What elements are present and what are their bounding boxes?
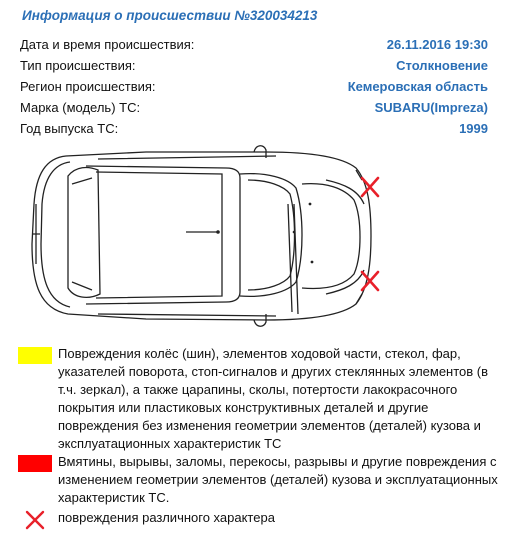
info-row-date [20, 37, 488, 53]
cross-icon [24, 509, 46, 531]
info-value: SUBARU(Impreza) [374, 100, 488, 115]
page-title: Информация о происшествии №320034213 [22, 8, 318, 23]
legend-text: повреждения различного характера [58, 510, 275, 525]
info-label: Марка (модель) ТС: [20, 100, 141, 115]
car-damage-diagram [26, 144, 386, 329]
info-value: 1999 [459, 121, 488, 136]
legend-text: Вмятины, вырывы, заломы, перекосы, разрывы и другие повреждения с изменением геометрии элементов (деталей) кузова и эксплуатационных характеристик ТС. [58, 454, 498, 505]
damage-cross-icon [362, 272, 378, 290]
info-row-region [20, 79, 488, 95]
info-row-model [20, 100, 488, 116]
info-label: Год выпуска ТС: [20, 121, 119, 136]
info-row-year [20, 121, 488, 137]
legend-text: Повреждения колёс (шин), элементов ходовой части, стекол, фар, указателей поворота, стоп-сигналов и других стеклянных элементов (в т.ч. зеркал), а также царапины, сколы, потертости лакокрасочного покрытия или пластиковых конструктивных деталей и другие повреждения без изменения геометрии элементов (деталей) кузова и эксплуатационных характеристик ТС [58, 346, 489, 451]
info-label: Тип происшествия: [20, 58, 136, 73]
info-row-type [20, 58, 488, 74]
red-swatch [18, 455, 52, 472]
car-top-view-icon [26, 144, 386, 329]
damage-cross-icon [362, 178, 378, 196]
info-value: Столкновение [396, 58, 488, 73]
info-label: Регион происшествия: [20, 79, 156, 94]
yellow-swatch [18, 347, 52, 364]
info-value: 26.11.2016 19:30 [386, 37, 488, 52]
info-label: Дата и время происшествия: [20, 37, 195, 52]
info-value: Кемеровская область [347, 79, 488, 94]
